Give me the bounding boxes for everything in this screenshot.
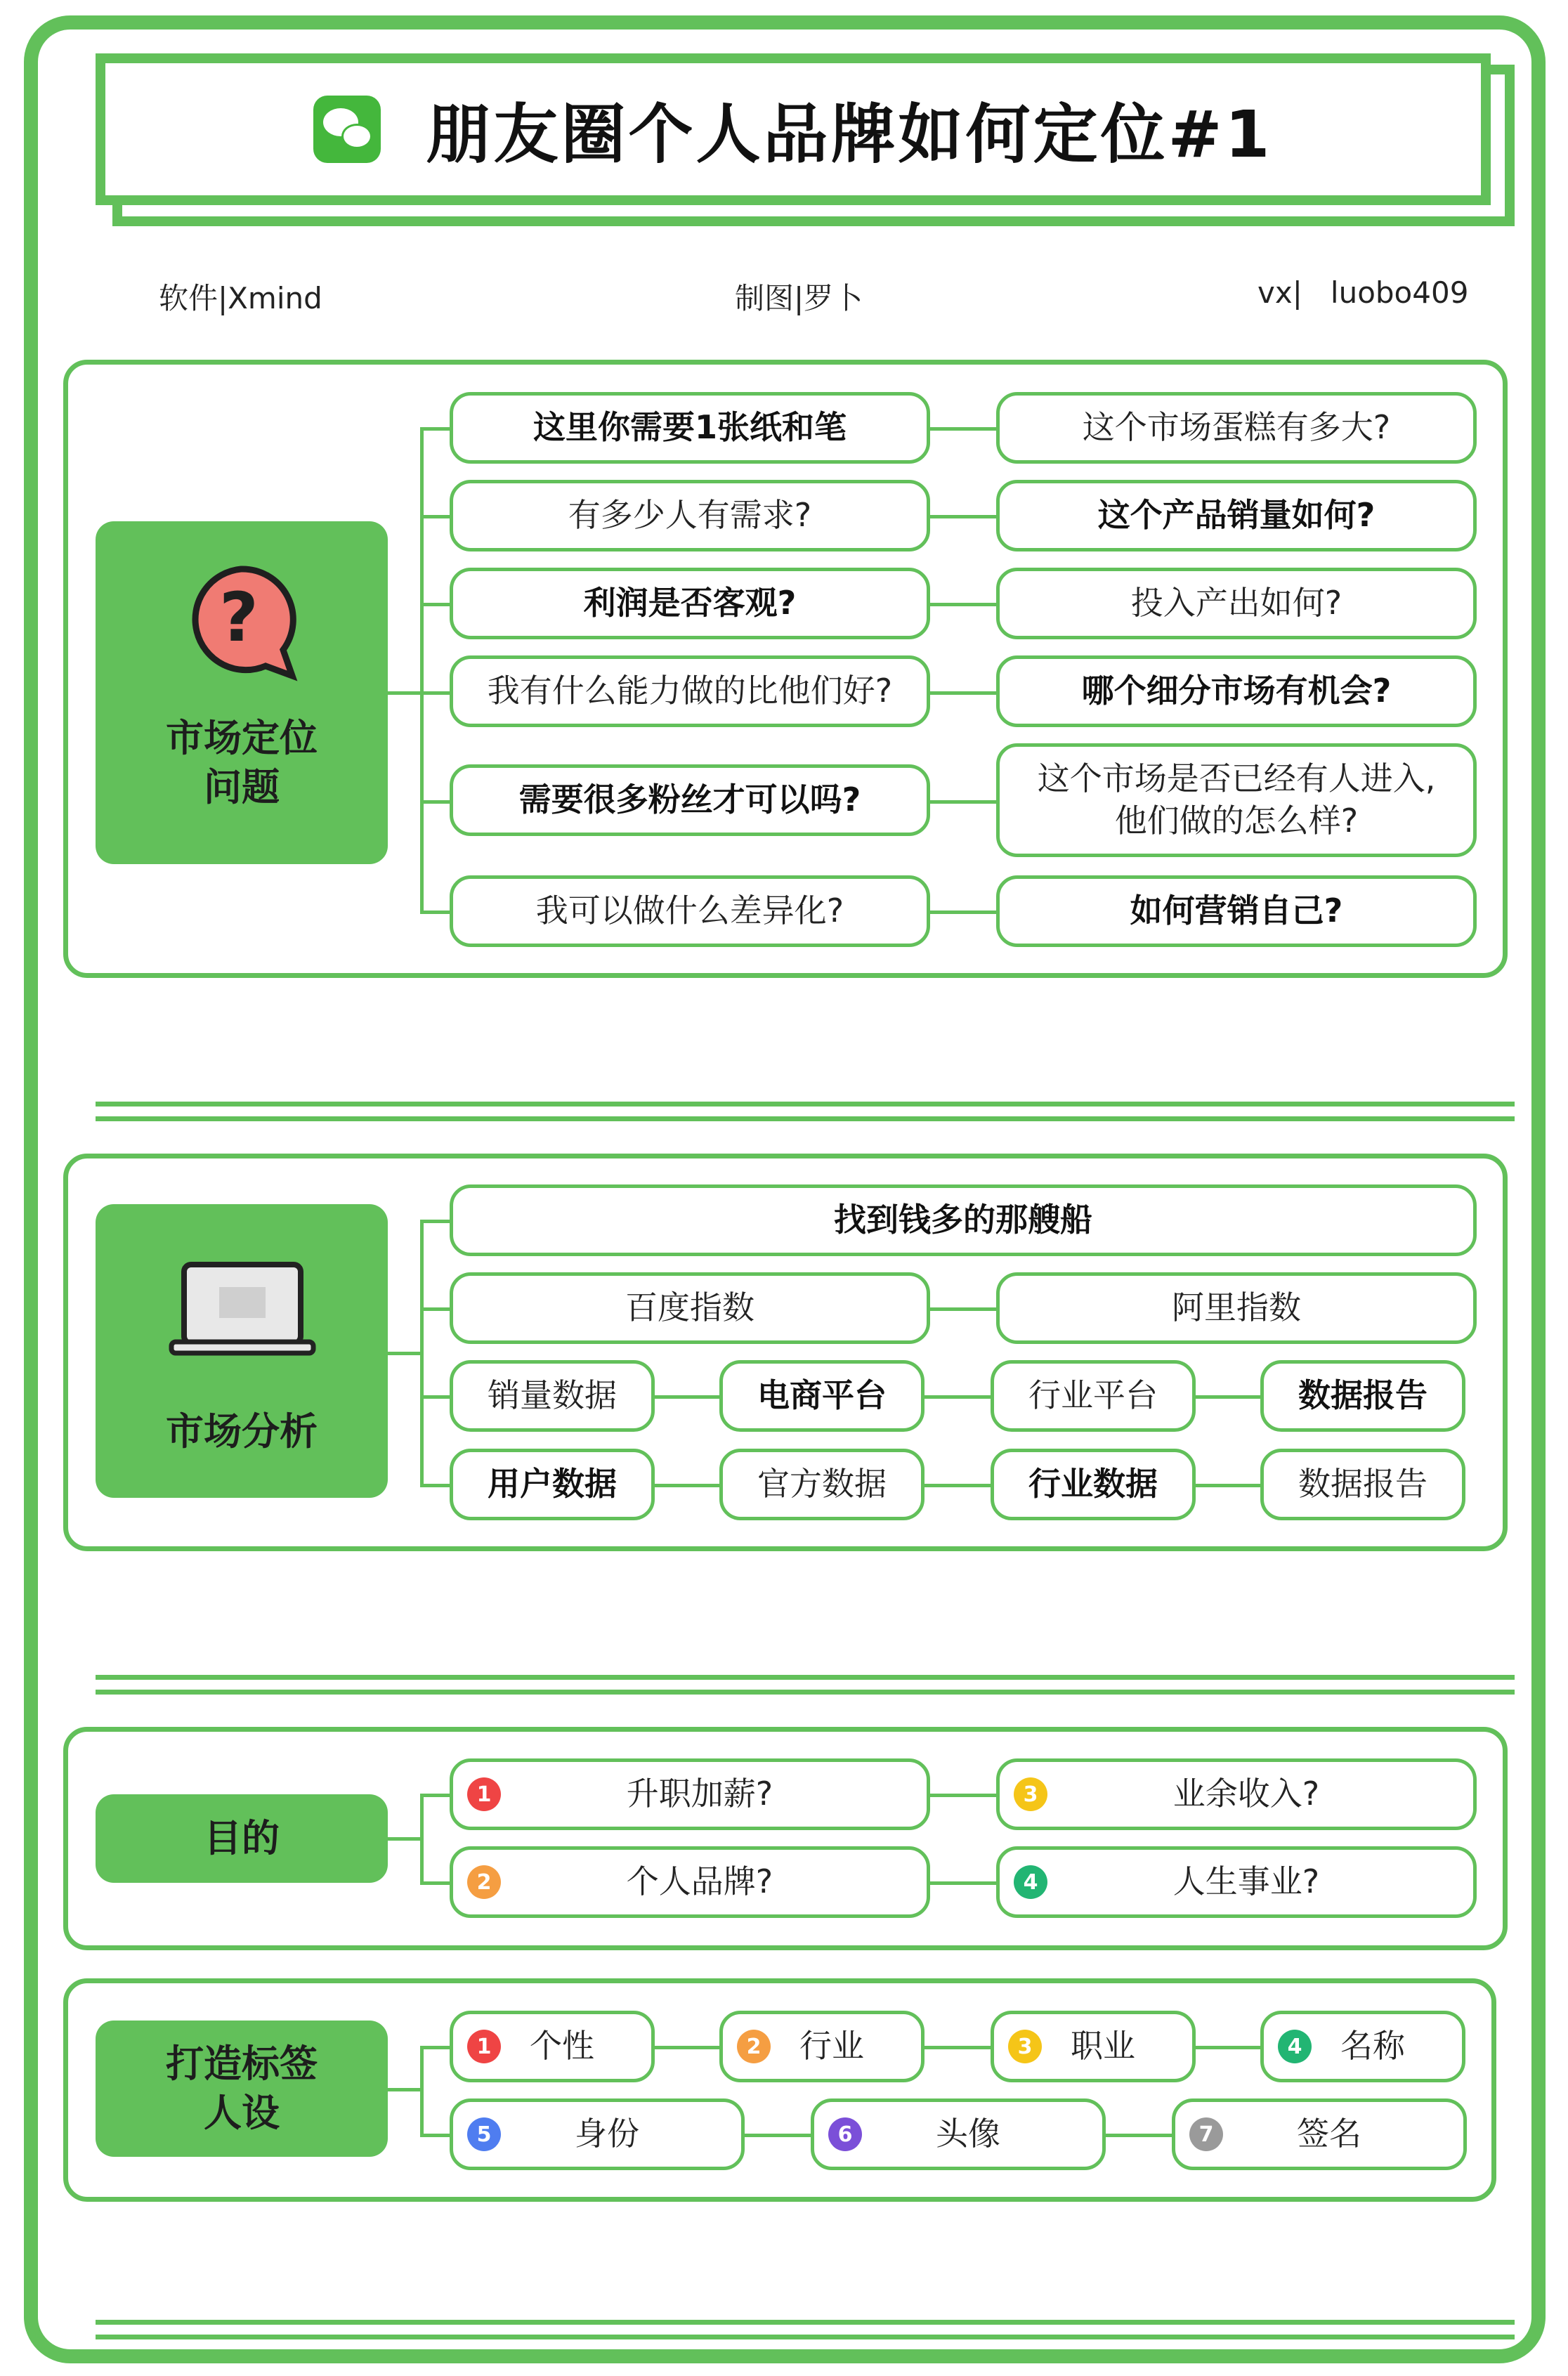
node-data-report-2: 数据报告 — [1260, 1449, 1465, 1520]
main-node-persona — [96, 2021, 388, 2157]
wechat-icon — [313, 96, 381, 163]
node-promotion — [450, 1758, 930, 1830]
badge-3: 3 — [1008, 2030, 1042, 2063]
question-bubble-icon — [181, 562, 301, 681]
badge-1: 1 — [467, 2030, 501, 2063]
node-niche: 哪个细分市场有机会? — [996, 655, 1477, 727]
node-personality — [450, 2011, 655, 2082]
badge-2: 2 — [737, 2030, 771, 2063]
node-paper-pen: 这里你需要1张纸和笔 — [450, 392, 930, 464]
node-name — [1260, 2011, 1465, 2082]
node-differentiation: 我可以做什么差异化? — [450, 875, 930, 947]
meta-contact: vx| luobo409 — [1257, 275, 1469, 310]
node-ability: 我有什么能力做的比他们好? — [450, 655, 930, 727]
node-demand: 有多少人有需求? — [450, 480, 930, 551]
node-occupation-label: 职业 — [1071, 2027, 1135, 2065]
main-label-purpose: 目的 — [204, 1815, 280, 1860]
node-market-size: 这个市场蛋糕有多大? — [996, 392, 1477, 464]
node-profit: 利润是否客观? — [450, 568, 930, 639]
node-data-report-1: 数据报告 — [1260, 1360, 1465, 1432]
badge-7: 7 — [1189, 2117, 1223, 2151]
node-side-income-label: 业余收入? — [1172, 1775, 1320, 1813]
node-identity-label: 身份 — [575, 2115, 639, 2153]
badge-4: 4 — [1278, 2030, 1312, 2063]
node-baidu-index: 百度指数 — [450, 1272, 930, 1344]
node-find-money-ship: 找到钱多的那艘船 — [450, 1184, 1477, 1256]
laptop-icon — [169, 1259, 316, 1357]
main-node-purpose — [96, 1794, 388, 1883]
badge-1: 1 — [467, 1777, 501, 1811]
node-personal-brand-label: 个人品牌? — [626, 1862, 773, 1901]
node-industry-platform: 行业平台 — [991, 1360, 1196, 1432]
node-industry — [719, 2011, 925, 2082]
badge-4: 4 — [1014, 1865, 1047, 1899]
node-user-data: 用户数据 — [450, 1449, 655, 1520]
node-roi: 投入产出如何? — [996, 568, 1477, 639]
divider-2 — [96, 1675, 1515, 1695]
node-sales: 这个产品销量如何? — [996, 480, 1477, 551]
node-industry-label: 行业 — [799, 2027, 864, 2065]
page-title: 朋友圈个人品牌如何定位#1 — [426, 97, 1273, 172]
main-label-persona-line1: 打造标签 — [166, 2041, 318, 2086]
main-label-analysis: 市场分析 — [166, 1409, 318, 1454]
badge-3: 3 — [1014, 1777, 1047, 1811]
node-competitors-line1: 这个市场是否已经有人进入, — [1037, 759, 1436, 798]
node-identity — [450, 2098, 745, 2170]
main-label-line1: 市场定位 — [166, 715, 318, 760]
badge-5: 5 — [467, 2117, 501, 2151]
meta-author: 制图|罗卜 — [735, 281, 863, 315]
divider-1 — [96, 1102, 1515, 1121]
node-official-data: 官方数据 — [719, 1449, 925, 1520]
badge-2: 2 — [467, 1865, 501, 1899]
node-name-label: 名称 — [1340, 2027, 1405, 2065]
node-signature-label: 签名 — [1297, 2115, 1361, 2153]
divider-3 — [96, 2320, 1515, 2339]
node-marketing: 如何营销自己? — [996, 875, 1477, 947]
node-avatar — [811, 2098, 1106, 2170]
node-fans: 需要很多粉丝才可以吗? — [450, 764, 930, 836]
badge-6: 6 — [828, 2117, 862, 2151]
meta-software: 软件|Xmind — [159, 281, 322, 315]
node-promotion-label: 升职加薪? — [626, 1775, 773, 1813]
svg-text:?: ? — [219, 578, 259, 657]
node-ali-index: 阿里指数 — [996, 1272, 1477, 1344]
node-competitors — [996, 743, 1477, 857]
main-label-persona-line2: 人设 — [204, 2091, 280, 2135]
node-life-career — [996, 1846, 1477, 1918]
node-sales-data: 销量数据 — [450, 1360, 655, 1432]
title-row — [96, 53, 1491, 205]
node-signature — [1172, 2098, 1467, 2170]
node-competitors-line2: 他们做的怎么样? — [1114, 802, 1359, 840]
node-life-career-label: 人生事业? — [1172, 1862, 1320, 1901]
node-ecommerce: 电商平台 — [719, 1360, 925, 1432]
node-industry-data: 行业数据 — [991, 1449, 1196, 1520]
node-occupation — [991, 2011, 1196, 2082]
node-personality-label: 个性 — [530, 2027, 594, 2065]
main-label-line2: 问题 — [204, 765, 280, 809]
node-avatar-label: 头像 — [936, 2115, 1000, 2153]
node-side-income — [996, 1758, 1477, 1830]
node-personal-brand — [450, 1846, 930, 1918]
